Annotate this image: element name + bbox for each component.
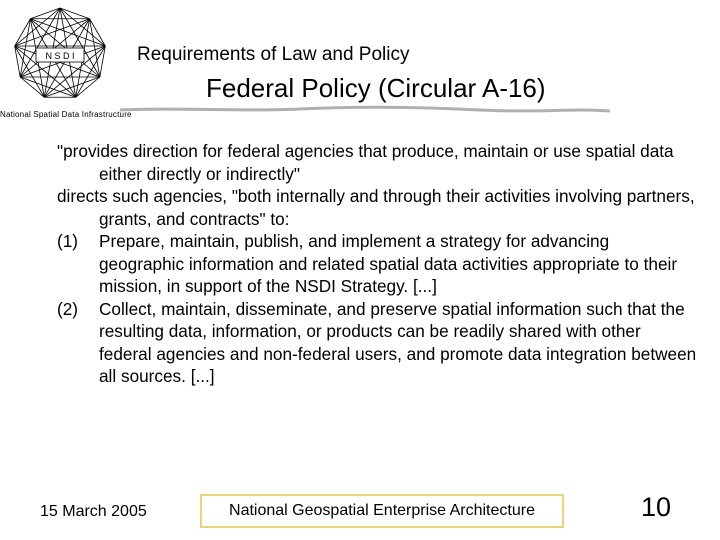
slide-subtitle: Requirements of Law and Policy bbox=[137, 44, 410, 65]
logo-network-line bbox=[30, 19, 105, 46]
list-item bbox=[57, 230, 697, 298]
title-underline-decoration bbox=[120, 102, 610, 116]
logo-network-line bbox=[76, 77, 100, 97]
slide-title: Federal Policy (Circular A-16) bbox=[206, 73, 546, 103]
list-item-text: Collect, maintain, disseminate, and preserve spatial information such that the resulting data, information, or products can be readily shared with other federal agencies and non-federal users, and promote data integration between all sources. [...] bbox=[99, 298, 697, 386]
nsdi-network-logo-icon bbox=[8, 2, 112, 106]
list-item bbox=[57, 298, 697, 388]
list-item-number: (1) bbox=[57, 231, 79, 251]
logo-text: N S D I bbox=[45, 51, 75, 61]
logo-network-line bbox=[30, 8, 60, 19]
body-paragraph-1: "provides direction for federal agencies that produce, maintain or use spatial data either directly or indirectly" bbox=[57, 141, 674, 184]
body-paragraph-2: directs such agencies, "both internally and through their activities involving partners, grants, and contracts" to: bbox=[57, 186, 695, 229]
logo-network-line bbox=[15, 19, 90, 46]
footer-title: National Geospatial Enterprise Architecture bbox=[229, 502, 535, 519]
slide-body bbox=[57, 140, 697, 388]
list-item-number: (2) bbox=[57, 298, 79, 319]
logo-caption: National Spatial Data Infrastructure bbox=[0, 110, 132, 119]
logo-network-line bbox=[60, 8, 90, 19]
page-number: 10 bbox=[641, 492, 672, 522]
logo-network-line bbox=[20, 77, 44, 97]
list-item-text: Prepare, maintain, publish, and implement a strategy for advancing geographic information and related spatial data activities appropriate to their mission, in support of the NSDI Strategy. [...] bbox=[99, 231, 678, 296]
footer-title-box bbox=[200, 494, 564, 528]
footer-date: 15 March 2005 bbox=[40, 503, 147, 520]
